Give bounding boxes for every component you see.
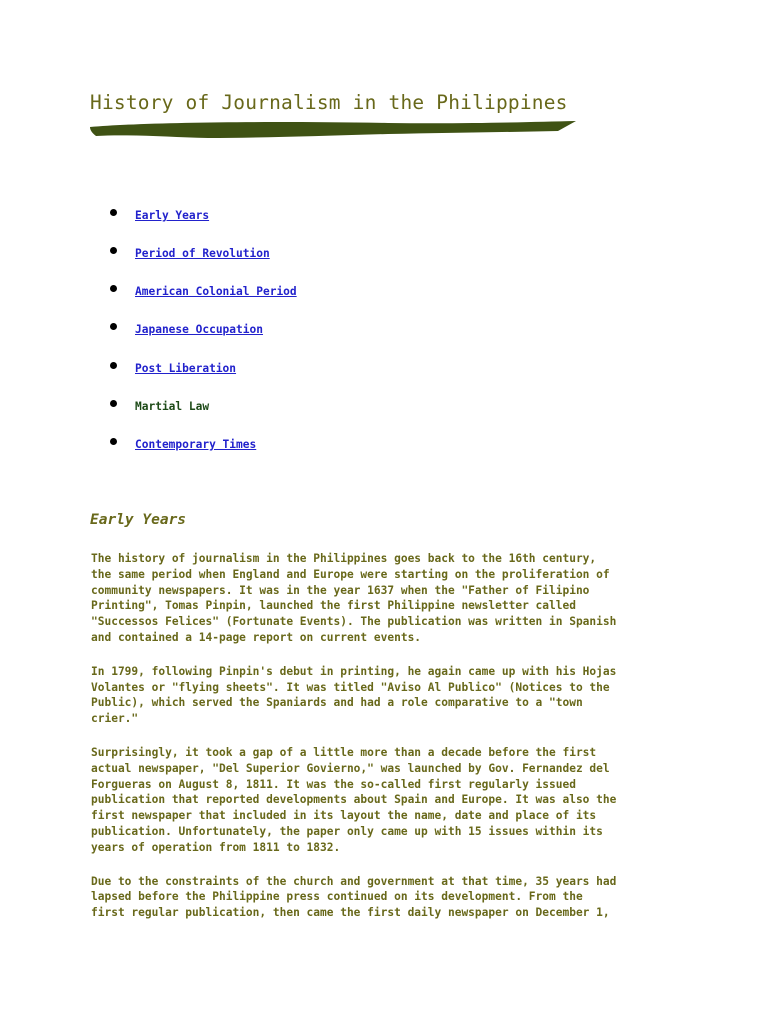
section-body-early-years [91,551,691,939]
bullet-icon [110,247,117,254]
toc-link-american-colonial-period[interactable]: American Colonial Period [135,285,297,298]
toc-link-early-years[interactable]: Early Years [135,209,210,222]
bullet-icon [110,323,117,330]
bullet-icon [110,285,117,292]
toc-link-japanese-occupation[interactable]: Japanese Occupation [135,323,263,336]
brush-stroke-divider [88,118,578,140]
toc-link-contemporary-times[interactable]: Contemporary Times [135,438,257,451]
toc-link-period-of-revolution[interactable]: Period of Revolution [135,247,270,260]
brush-stroke-shape [90,121,576,138]
page-title: History of Journalism in the Philippines [90,91,568,114]
toc-label-martial-law: Martial Law [135,400,210,413]
bullet-icon [110,400,117,407]
bullet-icon [110,438,117,445]
bullet-icon [110,362,117,369]
paragraph: The history of journalism in the Philippines goes back to the 16th century, the same period when England and Europe were starting on the proliferation of community newspapers. It was in the year 1637 when the "Father of Filipino Printing", Tomas Pinpin, launched the first Philippine newsletter called "Successos Felices" (Fortunate Events). The publication was written in Spanish and contained a 14-page report on current events. [91,552,617,644]
paragraph: Due to the constraints of the church and government at that time, 35 years had lapsed before the Philippine press continued on its development. From the first regular publication, then came the first daily newspaper on December 1, [91,874,617,920]
paragraph: Surprisingly, it took a gap of a little more than a decade before the first actual newspaper, "Del Superior Govierno," was launched by Gov. Fernandez del Forgueras on August 8, 1811. It was the so-called first regularly issued publication that reported developments about Spain and Europe. It was also the first newspaper that included in its layout the name, date and place of its publication. Unfortunately, the paper only came up with 15 issues within its years of operation from 1811 to 1832. [91,745,617,854]
section-heading-early-years: Early Years [90,512,187,528]
bullet-icon [110,209,117,216]
paragraph: In 1799, following Pinpin's debut in printing, he again came up with his Hojas Volantes or "flying sheets". It was titled "Aviso Al Publico" (Notices to the Public), which served the Spaniards and had a role comparative to a "town crier." [91,664,617,726]
toc-link-post-liberation[interactable]: Post Liberation [135,362,237,375]
